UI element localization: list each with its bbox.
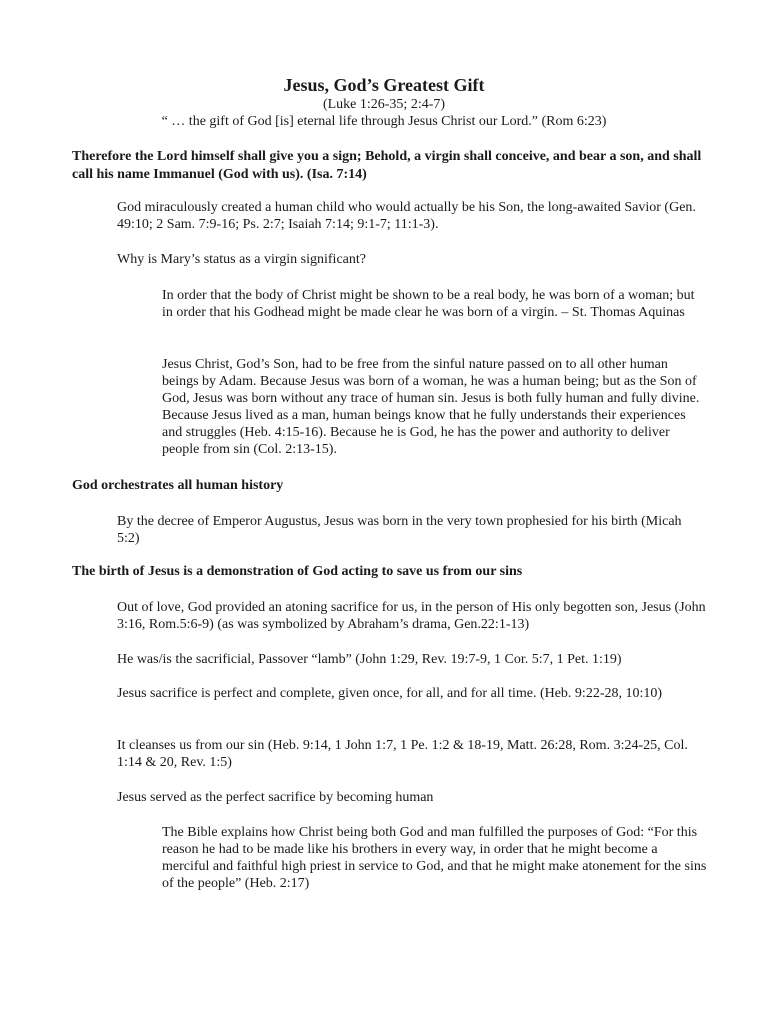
document-title: Jesus, God’s Greatest Gift: [283, 75, 485, 95]
section-heading-salvation: The birth of Jesus is a demonstration of God acting to save us from our sins: [72, 564, 523, 579]
paragraph-aquinas-quote: In order that the body of Christ might be shown to be a real body, he was born of a woman; but in order that his Godhead might be made clear he was born of a virgin. – St. Thomas Aquinas: [162, 288, 695, 320]
paragraph-hebrews-quote: The Bible explains how Christ being both God and man fulfilled the purposes of God: “For this reason he had to be made like his brothers in every way, in order that he might become a merciful and faithful high priest in service to God, and that he might make atonement for the sins of the people” (Heb. 2:17): [162, 825, 707, 891]
section-heading-sign: Therefore the Lord himself shall give you a sign; Behold, a virgin shall conceive, and bear a son, and shall call his name Immanuel (God with us). (Isa. 7:14): [72, 149, 702, 182]
scripture-reference: (Luke 1:26-35; 2:4-7): [322, 97, 446, 112]
section-heading-history: God orchestrates all human history: [72, 478, 284, 493]
paragraph-augustus-decree: By the decree of Emperor Augustus, Jesus was born in the very town prophesied for his birth (Micah 5:2): [117, 514, 682, 546]
epigraph-quote: “ … the gift of God [is] eternal life through Jesus Christ our Lord.” (Rom 6:23): [161, 114, 607, 129]
paragraph-miraculous-creation: God miraculously created a human child who would actually be his Son, the long-awaited Savior (Gen. 49:10; 2 Sam. 7:9-16; Ps. 2:7; Isaiah 7:14; 9:1-7; 11:1-3).: [117, 200, 696, 232]
paragraph-virgin-question: Why is Mary’s status as a virgin significant?: [117, 252, 366, 267]
paragraph-sinless-nature: Jesus Christ, God’s Son, had to be free from the sinful nature passed on to all other human beings by Adam. Because Jesus was born of a woman, he was a human being; but as the Son of God, Jesus was born without any trace of human sin. Jesus is both fully human and fully divine. Because Jesus lived as a man, human beings know that he fully understands their experiences and struggles (Heb. 4:15-16). Because he is God, he has the power and authority to deliver people from sin (Col. 2:13-15).: [162, 357, 700, 457]
paragraph-becoming-human: Jesus served as the perfect sacrifice by becoming human: [117, 790, 434, 805]
paragraph-atoning-sacrifice: Out of love, God provided an atoning sacrifice for us, in the person of His only begotten son, Jesus (John 3:16, Rom.5:6-9) (as was symbolized by Abraham’s drama, Gen.22:1-13): [117, 600, 706, 632]
paragraph-cleanses-sin: It cleanses us from our sin (Heb. 9:14, 1 John 1:7, 1 Pe. 1:2 & 18-19, Matt. 26:28, Rom. 3:24-25, Col. 1:14 & 20, Rev. 1:5): [117, 738, 688, 770]
paragraph-passover-lamb: He was/is the sacrificial, Passover “lamb” (John 1:29, Rev. 19:7-9, 1 Cor. 5:7, 1 Pet. 1:19): [117, 652, 622, 667]
paragraph-perfect-sacrifice: Jesus sacrifice is perfect and complete, given once, for all, and for all time. (Heb. 9:22-28, 10:10): [117, 686, 663, 701]
